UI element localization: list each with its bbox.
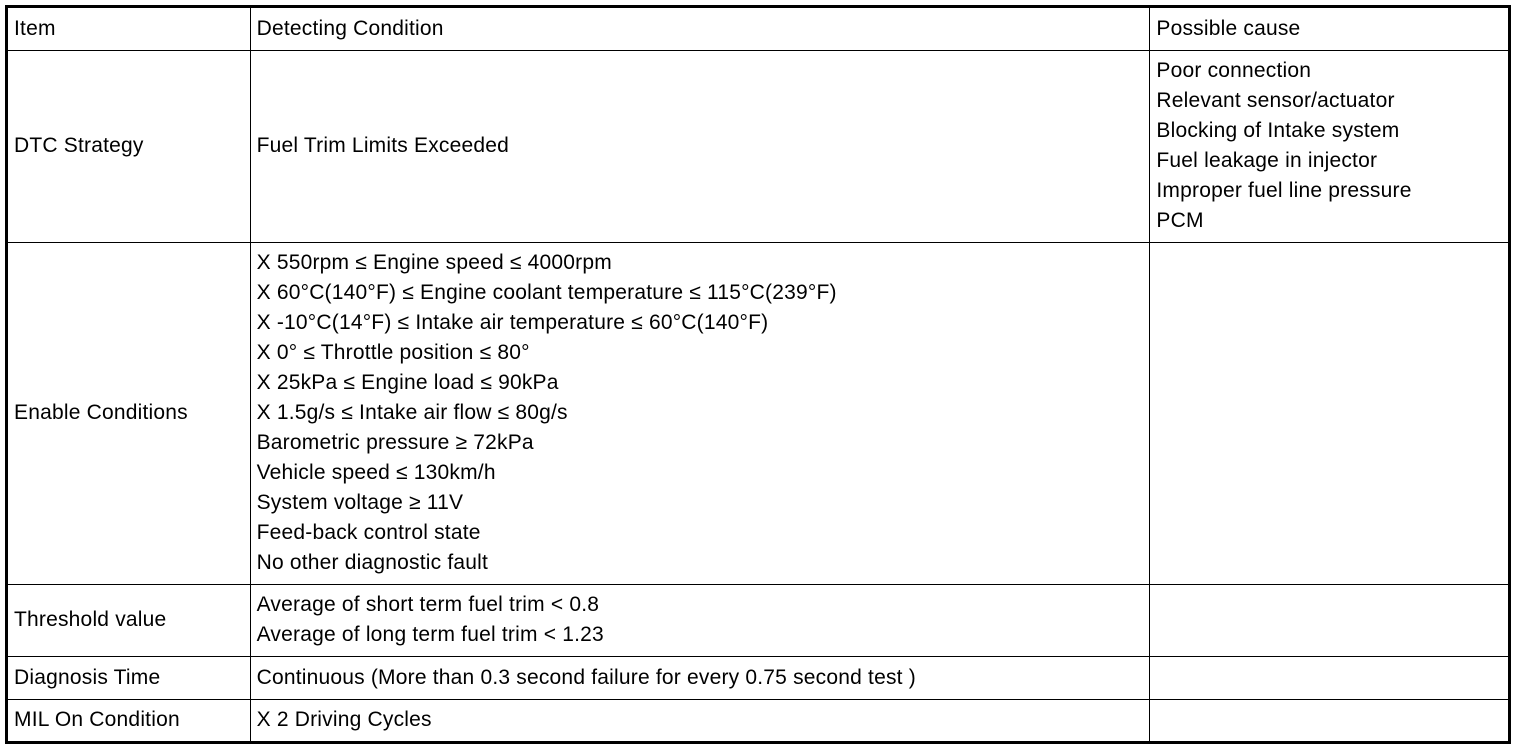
condition-cell (250, 50, 1150, 242)
header-item: Item (8, 8, 250, 50)
item-cell: DTC Strategy (8, 50, 250, 242)
condition-line: Continuous (More than 0.3 second failure for every 0.75 second test ) (256, 665, 916, 689)
cause-line: Blocking of Intake system (1156, 119, 1400, 142)
condition-cell (250, 242, 1150, 584)
condition-line: Vehicle speed ≤ 130km/h (256, 461, 496, 484)
dtc-table-frame (5, 5, 1511, 744)
condition-cell (250, 584, 1150, 656)
condition-cell (250, 656, 1150, 699)
cause-cell (1150, 584, 1508, 656)
table-row (8, 242, 1508, 584)
item-cell: Threshold value (8, 584, 250, 656)
condition-line: Barometric pressure ≥ 72kPa (256, 431, 534, 454)
condition-cell (250, 699, 1150, 741)
item-cell: Diagnosis Time (8, 656, 250, 699)
cause-cell (1150, 699, 1508, 741)
condition-line: X 25kPa ≤ Engine load ≤ 90kPa (256, 371, 559, 394)
condition-line: X 0° ≤ Throttle position ≤ 80° (256, 341, 530, 364)
cause-cell (1150, 242, 1508, 584)
item-cell: Enable Conditions (8, 242, 250, 584)
condition-line: System voltage ≥ 11V (256, 491, 464, 514)
header-detecting-condition: Detecting Condition (250, 8, 1150, 50)
item-cell: MIL On Condition (8, 699, 250, 741)
cause-line: Fuel leakage in injector (1156, 149, 1378, 172)
condition-line: Fuel Trim Limits Exceeded (256, 134, 510, 157)
condition-line: X 2 Driving Cycles (256, 708, 432, 732)
condition-line: Average of short term fuel trim < 0.8 (256, 593, 600, 616)
cause-line: Relevant sensor/actuator (1156, 89, 1395, 112)
dtc-table (8, 8, 1508, 741)
cause-line: Improper fuel line pressure (1156, 179, 1412, 202)
condition-line: Feed-back control state (256, 521, 481, 544)
cause-line: PCM (1156, 209, 1204, 232)
condition-line: X 550rpm ≤ Engine speed ≤ 4000rpm (256, 251, 612, 274)
header-row (8, 8, 1508, 50)
cause-line: Poor connection (1156, 59, 1312, 82)
cause-cell (1150, 656, 1508, 699)
table-row (8, 699, 1508, 741)
condition-line: X 1.5g/s ≤ Intake air flow ≤ 80g/s (256, 401, 568, 424)
condition-line: Average of long term fuel trim < 1.23 (256, 623, 604, 646)
header-possible-cause: Possible cause (1150, 8, 1508, 50)
condition-line: No other diagnostic fault (256, 551, 489, 574)
table-row (8, 584, 1508, 656)
table-row (8, 656, 1508, 699)
cause-cell (1150, 50, 1508, 242)
condition-line: X 60°C(140°F) ≤ Engine coolant temperature ≤ 115°C(239°F) (256, 281, 837, 304)
condition-line: X -10°C(14°F) ≤ Intake air temperature ≤ 60°C(140°F) (256, 311, 769, 334)
table-row (8, 50, 1508, 242)
